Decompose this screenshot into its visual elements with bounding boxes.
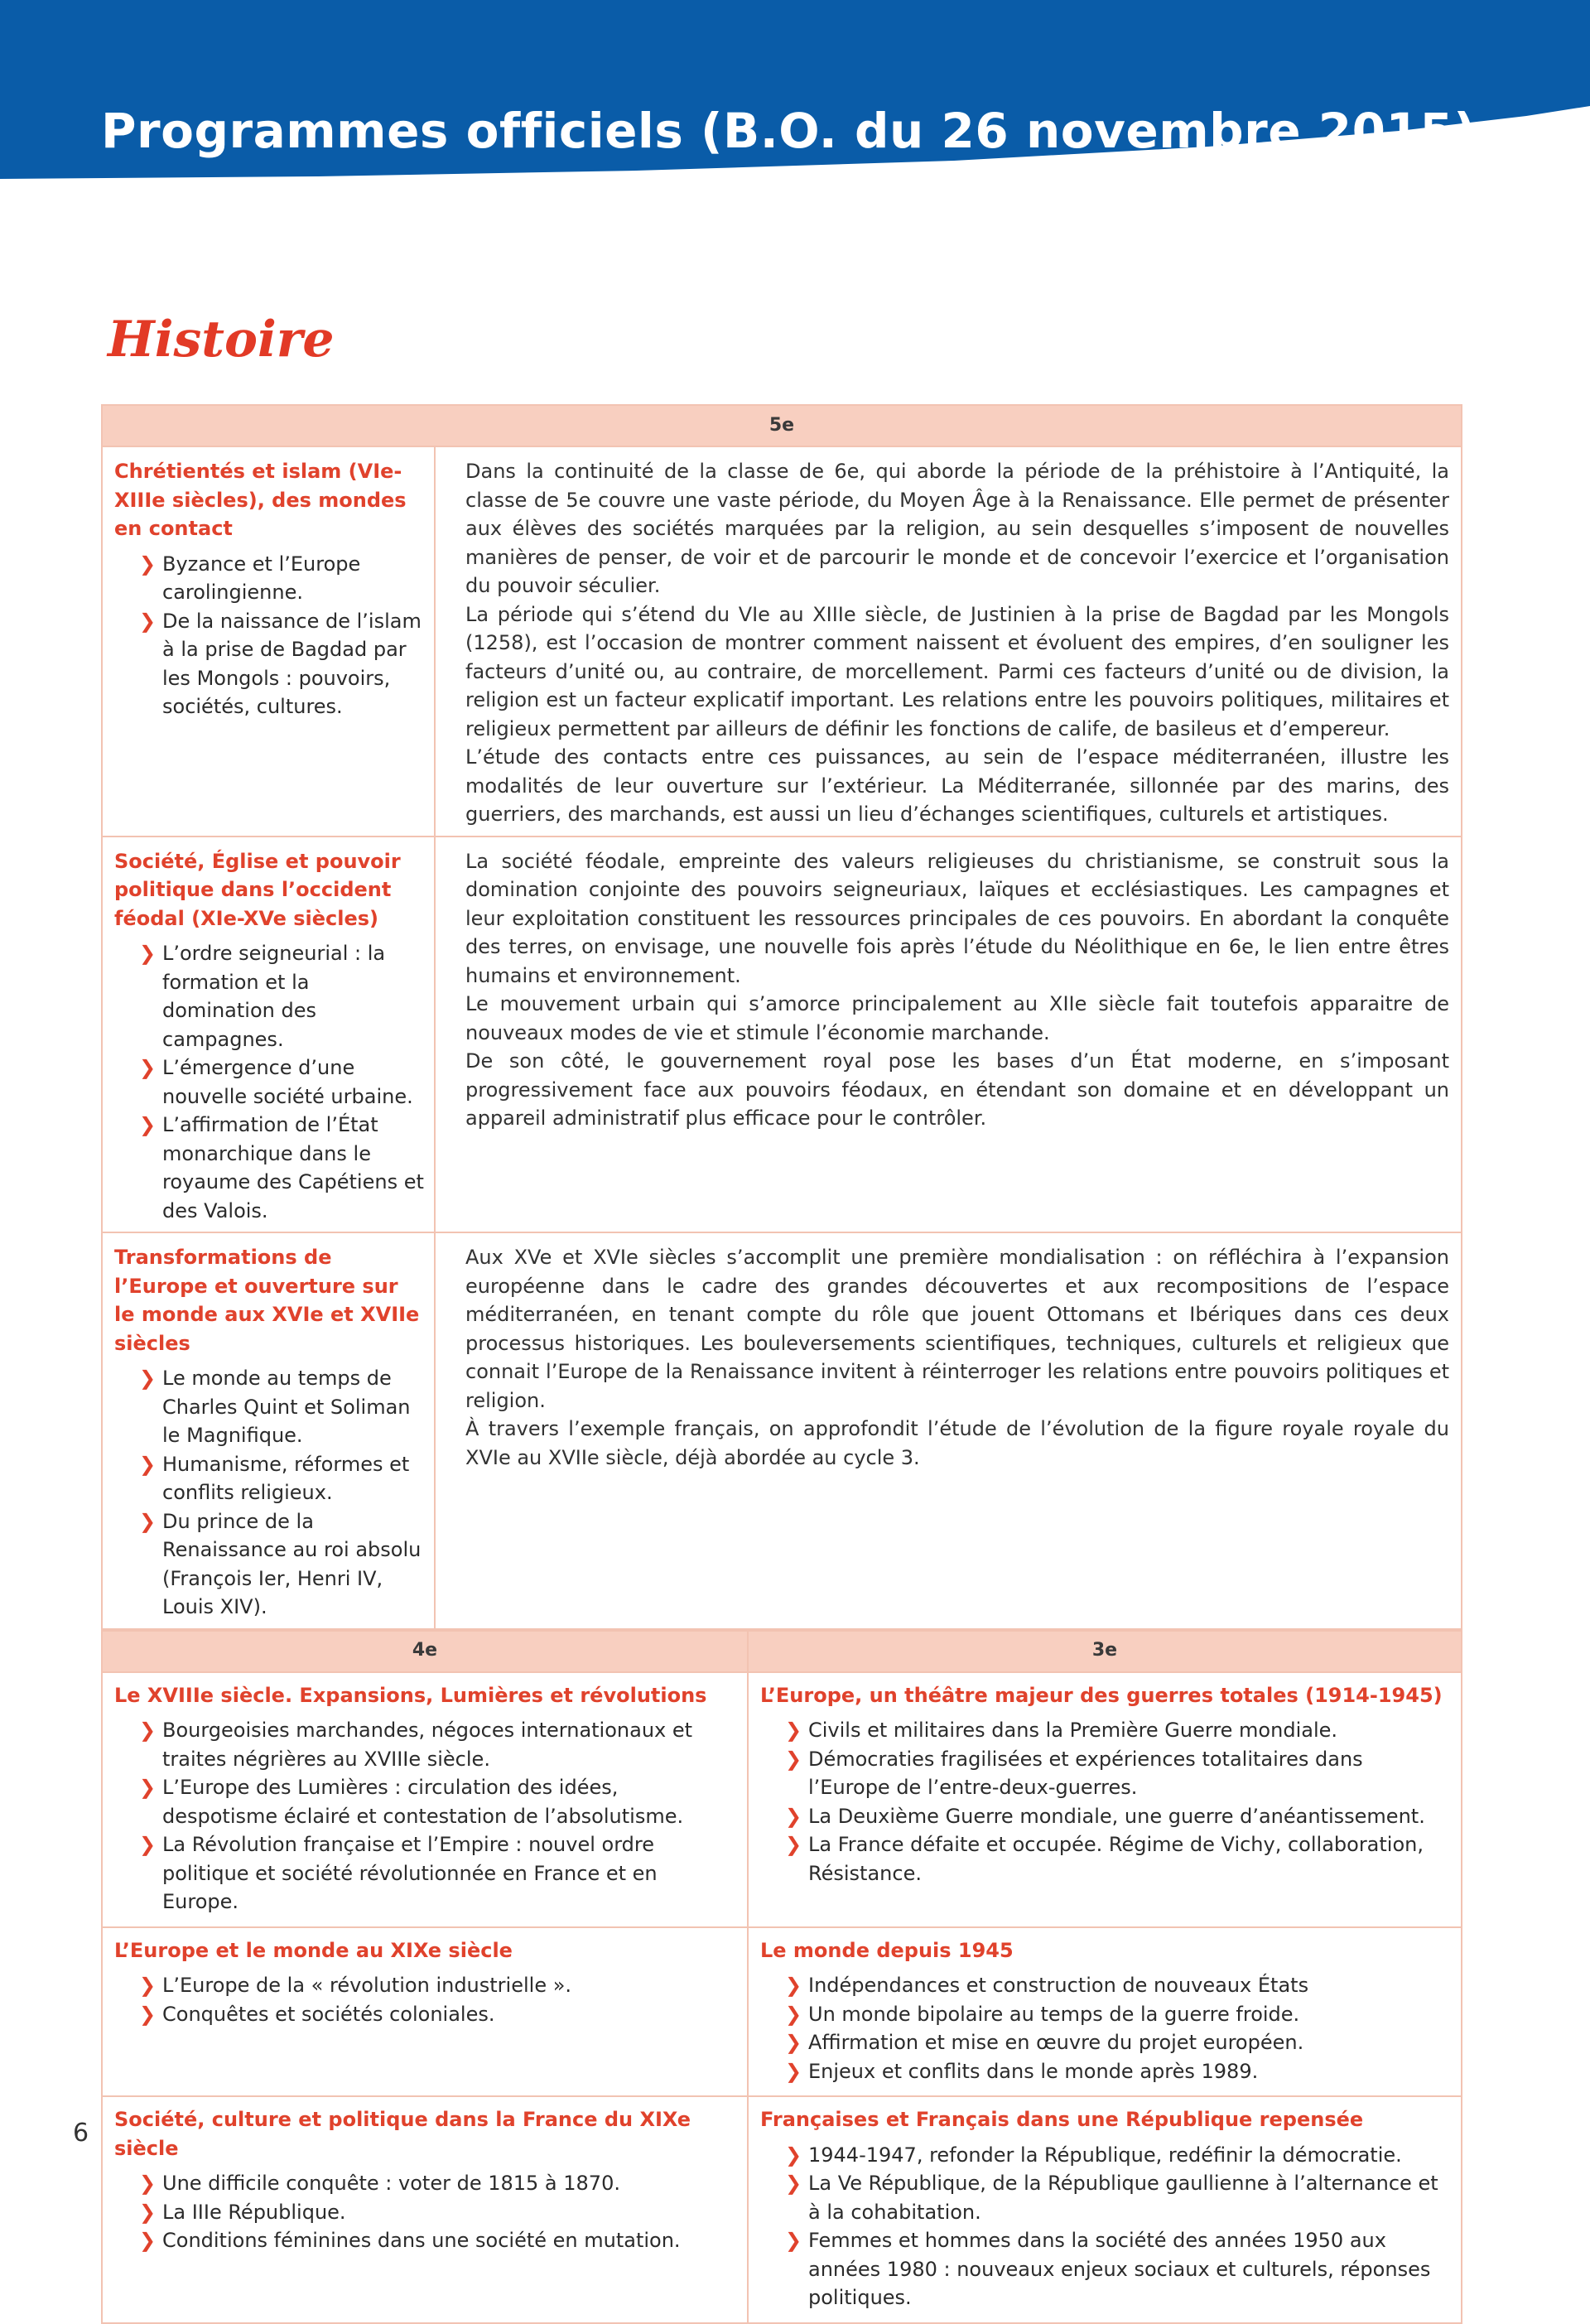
chevron-right-icon: ❯	[139, 2172, 157, 2195]
theme-title: Le monde depuis 1945	[760, 1938, 1014, 1962]
description-cell	[435, 1232, 1462, 1629]
theme-cell-3e	[748, 2096, 1462, 2323]
section-title: Histoire	[108, 311, 335, 369]
table-row	[102, 446, 1462, 837]
list-item: ❯ Du prince de la Renaissance au roi absolu (François Ier, Henri IV, Louis XIV).	[139, 1507, 424, 1622]
chevron-right-icon: ❯	[139, 2200, 157, 2224]
theme-title: Société, culture et politique dans la France du XIXe siècle	[114, 2108, 691, 2160]
list-item: ❯ Enjeux et conflits dans le monde après 1989.	[785, 2057, 1449, 2086]
list-item: ❯ Bourgeoisies marchandes, négoces internationaux et traites négrières au XVIIIe siècle.	[139, 1716, 735, 1773]
theme-title: Le XVIIIe siècle. Expansions, Lumières et révolutions	[114, 1683, 707, 1707]
theme-cell-4e	[102, 2096, 748, 2323]
theme-cell-4e	[102, 1927, 748, 2097]
theme-items	[760, 1971, 1449, 2085]
chevron-right-icon: ❯	[139, 1719, 157, 1742]
list-item: ❯ L’affirmation de l’État monarchique dans le royaume des Capétiens et des Valois.	[139, 1111, 424, 1225]
list-item: ❯ Le monde au temps de Charles Quint et Soliman le Magnifique.	[139, 1364, 424, 1450]
theme-items	[760, 2141, 1449, 2312]
chevron-right-icon: ❯	[785, 2031, 802, 2054]
chevron-right-icon: ❯	[785, 2172, 802, 2195]
theme-title: Françaises et Français dans une République repensée	[760, 2108, 1364, 2131]
theme-items	[760, 1716, 1449, 1888]
chevron-right-icon: ❯	[139, 1833, 157, 1856]
theme-items	[114, 1971, 735, 2028]
chevron-right-icon: ❯	[139, 1776, 157, 1799]
list-item: ❯ La France défaite et occupée. Régime de Vichy, collaboration, Résistance.	[785, 1830, 1449, 1888]
list-item: ❯ Démocraties fragilisées et expériences totalitaires dans l’Europe de l’entre-deux-guerres.	[785, 1745, 1449, 1802]
chevron-right-icon: ❯	[139, 1113, 157, 1136]
list-item: ❯ Affirmation et mise en œuvre du projet européen.	[785, 2028, 1449, 2057]
theme-cell	[102, 837, 435, 1233]
list-item: ❯ La Ve République, de la République gaullienne à l’alternance et à la cohabitation.	[785, 2169, 1449, 2226]
table-row	[102, 837, 1462, 1233]
chevron-right-icon: ❯	[139, 1367, 157, 1390]
chevron-right-icon: ❯	[785, 1747, 802, 1771]
theme-cell	[102, 446, 435, 837]
theme-cell-3e	[748, 1672, 1462, 1927]
theme-cell-4e	[102, 1672, 748, 1927]
list-item: ❯ Conditions féminines dans une société en mutation.	[139, 2226, 735, 2255]
theme-items	[114, 2169, 735, 2255]
list-item: ❯ La IIIe République.	[139, 2198, 735, 2227]
theme-items	[114, 1716, 735, 1917]
description-paragraph: À travers l’exemple français, on approfondit l’étude de l’évolution de la figure royale royale du XVIe au XVIIe siècle, déjà abordée au cycle 3.	[465, 1417, 1449, 1469]
chevron-right-icon: ❯	[139, 1056, 157, 1079]
theme-title: L’Europe, un théâtre majeur des guerres totales (1914-1945)	[760, 1683, 1443, 1707]
description-paragraph: De son côté, le gouvernement royal pose les bases d’un État moderne, en s’imposant progressivement face aux pouvoirs féodaux, en étendant son domaine et en développant un appareil administratif plus efficace pour le contrôler.	[465, 1049, 1449, 1130]
chevron-right-icon: ❯	[785, 1804, 802, 1828]
list-item: ❯ L’émergence d’une nouvelle société urbaine.	[139, 1054, 424, 1111]
chevron-right-icon: ❯	[139, 552, 157, 576]
list-item: ❯ La Révolution française et l’Empire : nouvel ordre politique et société révolutionnée en France et en Europe.	[139, 1830, 735, 1917]
description-cell	[435, 446, 1462, 837]
description-paragraph: Le mouvement urbain qui s’amorce principalement au XIIe siècle fait toutefois apparaitre de nouveaux modes de vie et stimule l’économie marchande.	[465, 992, 1449, 1044]
theme-cell	[102, 1232, 435, 1629]
table-4e-3e	[101, 1630, 1462, 2324]
description-paragraph: La société féodale, empreinte des valeurs religieuses du christianisme, se construit sous la domination conjointe des pouvoirs seigneuriaux, laïques et ecclésiastiques. Les campagnes et leur exploitation constituent les ressources principales de ces pouvoirs. En abordant la conquête des terres, on envisage, une nouvelle fois après l’étude du Néolithique en 6e, le lien entre êtres humains et environnement.	[465, 849, 1449, 987]
description-paragraph: Dans la continuité de la classe de 6e, qui aborde la période de la préhistoire à l’Antiquité, la classe de 5e couvre une vaste période, du Moyen Âge à la Renaissance. Elle permet de présenter aux élèves des sociétés marquées par la religion, au sein desquelles s’imposent de nouvelles manières de penser, de voir et de parcourir le monde et de concevoir l’exercice et l’organisation du pouvoir séculier.	[465, 460, 1449, 597]
list-item: ❯ Humanisme, réformes et conflits religieux.	[139, 1450, 424, 1507]
table-5e	[101, 404, 1462, 1630]
theme-items	[114, 939, 424, 1225]
table-row	[102, 1927, 1462, 2097]
chevron-right-icon: ❯	[139, 1509, 157, 1533]
chevron-right-icon: ❯	[785, 2143, 802, 2167]
chevron-right-icon: ❯	[785, 2229, 802, 2252]
list-item: ❯ Civils et militaires dans la Première Guerre mondiale.	[785, 1716, 1449, 1745]
list-item: ❯ Indépendances et construction de nouveaux États	[785, 1971, 1449, 2000]
theme-title: Chrétientés et islam (VIe-XIIIe siècles), des mondes en contact	[114, 460, 407, 540]
list-item: ❯ 1944-1947, refonder la République, redéfinir la démocratie.	[785, 2141, 1449, 2170]
level-header-3e: 3e	[748, 1631, 1462, 1672]
theme-items	[114, 550, 424, 721]
chevron-right-icon: ❯	[139, 2229, 157, 2252]
table-row	[102, 1232, 1462, 1629]
list-item: ❯ Conquêtes et sociétés coloniales.	[139, 2000, 735, 2029]
list-item: ❯ Un monde bipolaire au temps de la guerre froide.	[785, 2000, 1449, 2029]
page-title: Programmes officiels (B.O. du 26 novembre 2015)	[101, 103, 1477, 159]
chevron-right-icon: ❯	[785, 1719, 802, 1742]
chevron-right-icon: ❯	[139, 2002, 157, 2026]
chevron-right-icon: ❯	[785, 1833, 802, 1856]
chevron-right-icon: ❯	[785, 1974, 802, 1997]
list-item: ❯ Une difficile conquête : voter de 1815 à 1870.	[139, 2169, 735, 2198]
level-header-5e: 5e	[102, 405, 1462, 446]
theme-items	[114, 1364, 424, 1622]
level-header-4e: 4e	[102, 1631, 748, 1672]
table-row	[102, 1672, 1462, 1927]
chevron-right-icon: ❯	[139, 609, 157, 633]
list-item: ❯ De la naissance de l’islam à la prise de Bagdad par les Mongols : pouvoirs, sociétés, cultures.	[139, 607, 424, 721]
table-row	[102, 2096, 1462, 2323]
list-item: ❯ Byzance et l’Europe carolingienne.	[139, 550, 424, 607]
description-paragraph: Aux XVe et XVIe siècles s’accomplit une première mondialisation : on réfléchira à l’expansion européenne dans le cadre des grandes découvertes et aux recompositions de l’espace méditerranéen, en tenant compte du rôle que jouent Ottomans et Ibériques dans ces deux processus historiques. Les bouleversements scientifiques, techniques, culturels et religieux que connait l’Europe de la Renaissance invitent à réinterroger les relations entre pouvoirs politiques et religion.	[465, 1246, 1449, 1412]
description-paragraph: La période qui s’étend du VIe au XIIIe siècle, de Justinien à la prise de Bagdad par les Mongols (1258), est l’occasion de montrer comment naissent et évoluent des empires, d’en souligner les facteurs d’unité ou, au contraire, de morcellement. Parmi ces facteurs d’unité ou de division, la religion est un facteur explicatif important. Les relations entre les pouvoirs politiques, militaires et religieux permettent par ailleurs de définir les fonctions de calife, de basileus et d’empereur.	[465, 602, 1449, 740]
theme-title: Société, Église et pouvoir politique dans l’occident féodal (XIe-XVe siècles)	[114, 849, 401, 930]
list-item: ❯ Femmes et hommes dans la société des années 1950 aux années 1980 : nouveaux enjeux sociaux et culturels, réponses politiques.	[785, 2226, 1449, 2312]
description-paragraph: L’étude des contacts entre ces puissances, au sein de l’espace méditerranéen, illustre les modalités de leur ouverture sur l’extérieur. La Méditerranée, sillonnée par des marins, des guerriers, des marchands, est aussi un lieu d’échanges scientifiques, culturels et artistiques.	[465, 745, 1449, 826]
chevron-right-icon: ❯	[139, 1452, 157, 1476]
programme-tables	[101, 404, 1462, 2324]
list-item: ❯ L’ordre seigneurial : la formation et la domination des campagnes.	[139, 939, 424, 1054]
theme-title: Transformations de l’Europe et ouverture sur le monde aux XVIe et XVIIe siècles	[114, 1246, 420, 1355]
theme-title: L’Europe et le monde au XIXe siècle	[114, 1938, 513, 1962]
chevron-right-icon: ❯	[785, 2002, 802, 2026]
page-number: 6	[73, 2119, 89, 2148]
list-item: ❯ L’Europe des Lumières : circulation des idées, despotisme éclairé et contestation de l’absolutisme.	[139, 1773, 735, 1830]
list-item: ❯ La Deuxième Guerre mondiale, une guerre d’anéantissement.	[785, 1802, 1449, 1831]
theme-cell-3e	[748, 1927, 1462, 2097]
description-cell	[435, 837, 1462, 1233]
chevron-right-icon: ❯	[785, 2059, 802, 2083]
chevron-right-icon: ❯	[139, 1974, 157, 1997]
chevron-right-icon: ❯	[139, 942, 157, 965]
list-item: ❯ L’Europe de la « révolution industrielle ».	[139, 1971, 735, 2000]
